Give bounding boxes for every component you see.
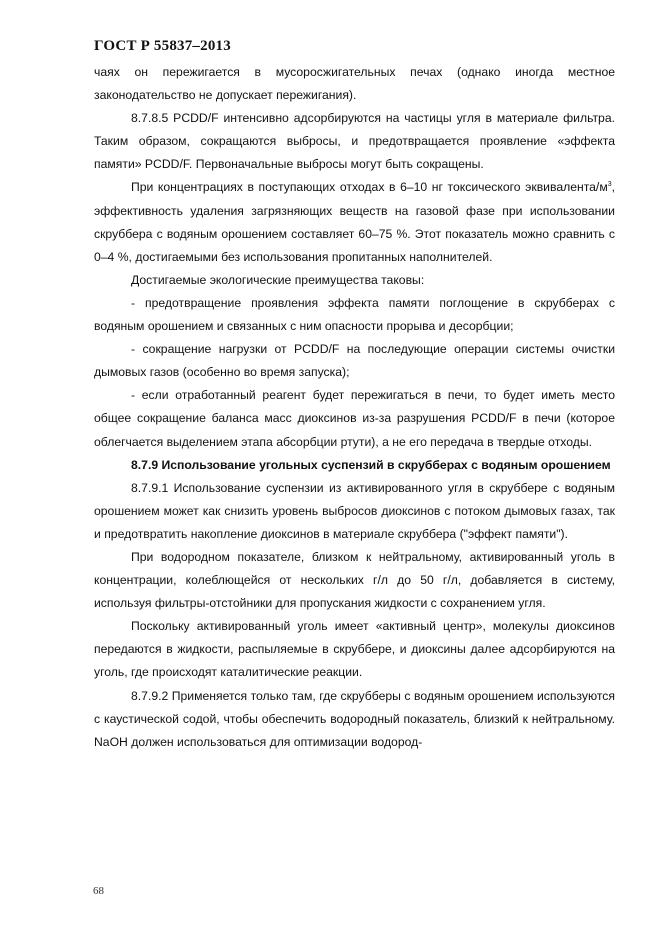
paragraph-concentration-part2: , эффективность удаления загрязняющих веществ на газовой фазе при использовании скруббера с водяным орошением составляет 60–75 %. Этот показатель можно сравнить с 0–4 %, достигаемыми без использования пропитанных наполнителей. xyxy=(94,180,615,264)
list-item-load-reduction: - сокращение нагрузки от PCDD/F на последующие операции системы очистки дымовых газов (особенно во время запуска); xyxy=(94,342,615,380)
paragraph-8-7-9-1: 8.7.9.1 Использование суспензии из активированного угля в скруббере с водяным орошением может как снизить уровень выбросов диоксинов с потоком дымовых газах, так и предотвратить накопление диоксинов в материале скруббера ("эффект памяти"). xyxy=(94,480,615,541)
superscript-cubic: 3 xyxy=(607,181,612,189)
paragraph-concentration-part1: При концентрациях в поступающих отходах в 6–10 нг токсического эквивалента/м xyxy=(131,180,608,195)
paragraph-8-7-8-5: 8.7.8.5 PCDD/F интенсивно адсорбируются на частицы угля в материале фильтра. Таким образом, сокращаются выбросы, и предотвращается проявление «эффекта памяти» PCDD/F. Первоначальные выбросы могут быть сокращены. xyxy=(94,111,615,172)
paragraph-ph: При водородном показателе, близком к нейтральному, активированный уголь в концентрации, колеблющейся от нескольких г/л до 50 г/л, добавляется в систему, используя фильтры-отстойники для пропускания жидкости с сохранением угля. xyxy=(94,549,615,611)
list-item-mass-balance: - если отработанный реагент будет пережигаться в печи, то будет иметь место общее сокращение баланса масс диоксинов из-за разрушения PCDD/F в печи (которое облегчается выделением этапа абсорбции ртути), а не его передача в твердые отходы. xyxy=(94,388,615,449)
page-body xyxy=(94,61,615,754)
page-number: 68 xyxy=(93,885,104,897)
document-header: ГОСТ Р 55837–2013 xyxy=(94,38,231,54)
paragraph-concentration xyxy=(94,176,615,268)
section-heading-8-7-9: 8.7.9 Использование угольных суспензий в скрубберах с водяным орошением xyxy=(131,457,611,472)
paragraph-continuation: чаях он пережигается в мусоросжигательных печах (однако иногда местное законодательство не допускает пережигания). xyxy=(94,65,615,103)
paragraph-benefits-intro: Достигаемые экологические преимущества таковы: xyxy=(131,272,425,287)
paragraph-active-center: Поскольку активированный уголь имеет «активный центр», молекулы диоксинов передаются в жидкости, распыляемые в скруббере, и диоксины далее адсорбируются на уголь, где происходят каталитические реакции. xyxy=(94,619,615,680)
paragraph-8-7-9-2: 8.7.9.2 Применяется только там, где скрубберы с водяным орошением используются с каустической содой, чтобы обеспечить водородный показатель, близкий к нейтральному. NaOH должен использоваться для оптимизации водород- xyxy=(94,688,615,749)
list-item-memory-effect: - предотвращение проявления эффекта памяти поглощение в скрубберах с водяным орошением и связанных с ним опасности прорыва и десорбции; xyxy=(94,295,615,334)
